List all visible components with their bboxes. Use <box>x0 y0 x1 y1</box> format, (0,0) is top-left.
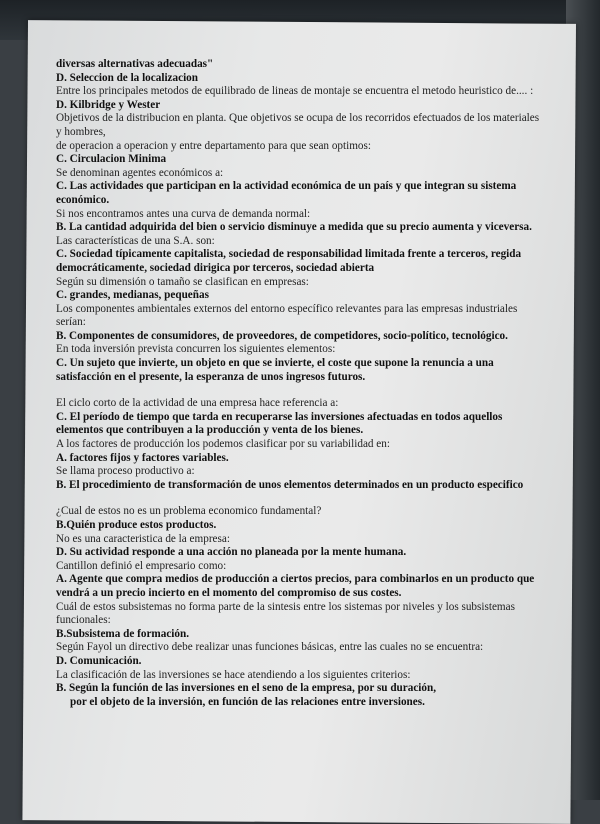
text-line: C. Un sujeto que invierte, un objeto en que se invierte, el coste que supone la renuncia a una satisfacción en el presente, la esperanza de unos ingresos futuros. <box>56 357 494 383</box>
text-line: No es una caracteristica de la empresa: <box>56 532 230 545</box>
text-line: A. Agente que compra medios de producción a ciertos precios, para combinarlos en un producto que vendrá a un precio incierto en el momento del compromiso de sus costes. <box>56 573 535 599</box>
text-line: D. Seleccion de la localizacion <box>56 71 198 84</box>
text-line: B.Quién produce estos productos. <box>56 519 217 531</box>
text-line: C. El período de tiempo que tarda en recuperarse las inversiones afectuadas en todos aquellos elementos que contribuyen a la producción y venta de los bienes. <box>56 410 503 437</box>
blank-line <box>56 384 546 397</box>
text-line: por el objeto de la inversión, en función de las relaciones entre inversiones. <box>70 695 425 708</box>
text-line: B. La cantidad adquirida del bien o servicio disminuye a medida que su precio aumenta y viceversa. <box>56 221 532 234</box>
text-line: B.Subsistema de formación. <box>56 627 190 640</box>
text-line: En toda inversión prevista concurren los siguientes elementos: <box>56 343 336 356</box>
text-line: D. Comunicación. <box>56 654 142 667</box>
text-line: Objetivos de la distribucion en planta. Que objetivos se ocupa de los recorridos efectuados de los materiales y hombres, <box>56 112 540 138</box>
text-line: de operacion a operacion y entre departamento para que sean optimos: <box>56 139 371 152</box>
text-line: C. Las actividades que participan en la actividad económica de un país y que integran su sistema económico. <box>56 180 517 206</box>
text-line: diversas alternativas adecuadas" <box>56 58 214 70</box>
blank-line <box>56 492 546 505</box>
text-line: Se llama proceso productivo a: <box>56 465 195 478</box>
text-line: A los factores de producción los podemos clasificar por su variabilidad en: <box>56 438 390 451</box>
text-line: Los componentes ambientales externos del entorno específico relevantes para las empresas industriales serían: <box>56 302 518 329</box>
text-line: B. Componentes de consumidores, de proveedores, de competidores, socio-político, tecnológico. <box>56 329 508 342</box>
text-line: D. Kilbridge y Wester <box>56 98 161 111</box>
text-line: Según su dimensión o tamaño se clasifican en empresas: <box>56 275 309 288</box>
text-line: El ciclo corto de la actividad de una empresa hace referencia a: <box>56 397 339 410</box>
text-line: Según Fayol un directivo debe realizar unas funciones básicas, entre las cuales no se encuentra: <box>56 641 484 654</box>
text-line: C. grandes, medianas, pequeñas <box>56 289 209 302</box>
text-line: B. Según la función de las inversiones en el seno de la empresa, por su duración, <box>56 682 437 695</box>
text-line: C. Circulacion Minima <box>56 153 167 166</box>
text-line: Cantillon definió el empresario como: <box>56 559 227 572</box>
text-line: C. Sociedad típicamente capitalista, sociedad de responsabilidad limitada frente a terceros, regida democráticamente, sociedad dirigica por terceros, sociedad abierta <box>56 248 522 274</box>
text-line: D. Su actividad responde a una acción no planeada por la mente humana. <box>56 546 407 559</box>
text-line: Las características de una S.A. son: <box>56 234 215 247</box>
text-line: B. El procedimiento de transformación de unos elementos determinados en un producto especifico <box>56 478 524 491</box>
text-line: Se denominan agentes económicos a: <box>56 166 224 179</box>
document-page <box>56 58 546 709</box>
text-line: Si nos encontramos antes una curva de demanda normal: <box>56 207 311 220</box>
text-line: La clasificación de las inversiones se hace atendiendo a los siguientes criterios: <box>56 668 411 681</box>
text-line: ¿Cual de estos no es un problema economico fundamental? <box>56 505 322 518</box>
text-line: A. factores fijos y factores variables. <box>56 451 229 464</box>
text-line: Cuál de estos subsistemas no forma parte de la sintesis entre los sistemas por niveles y los subsistemas funcionales: <box>56 600 515 627</box>
text-line: Entre los principales metodos de equilibrado de lineas de montaje se encuentra el metodo heuristico de.... : <box>56 85 534 98</box>
